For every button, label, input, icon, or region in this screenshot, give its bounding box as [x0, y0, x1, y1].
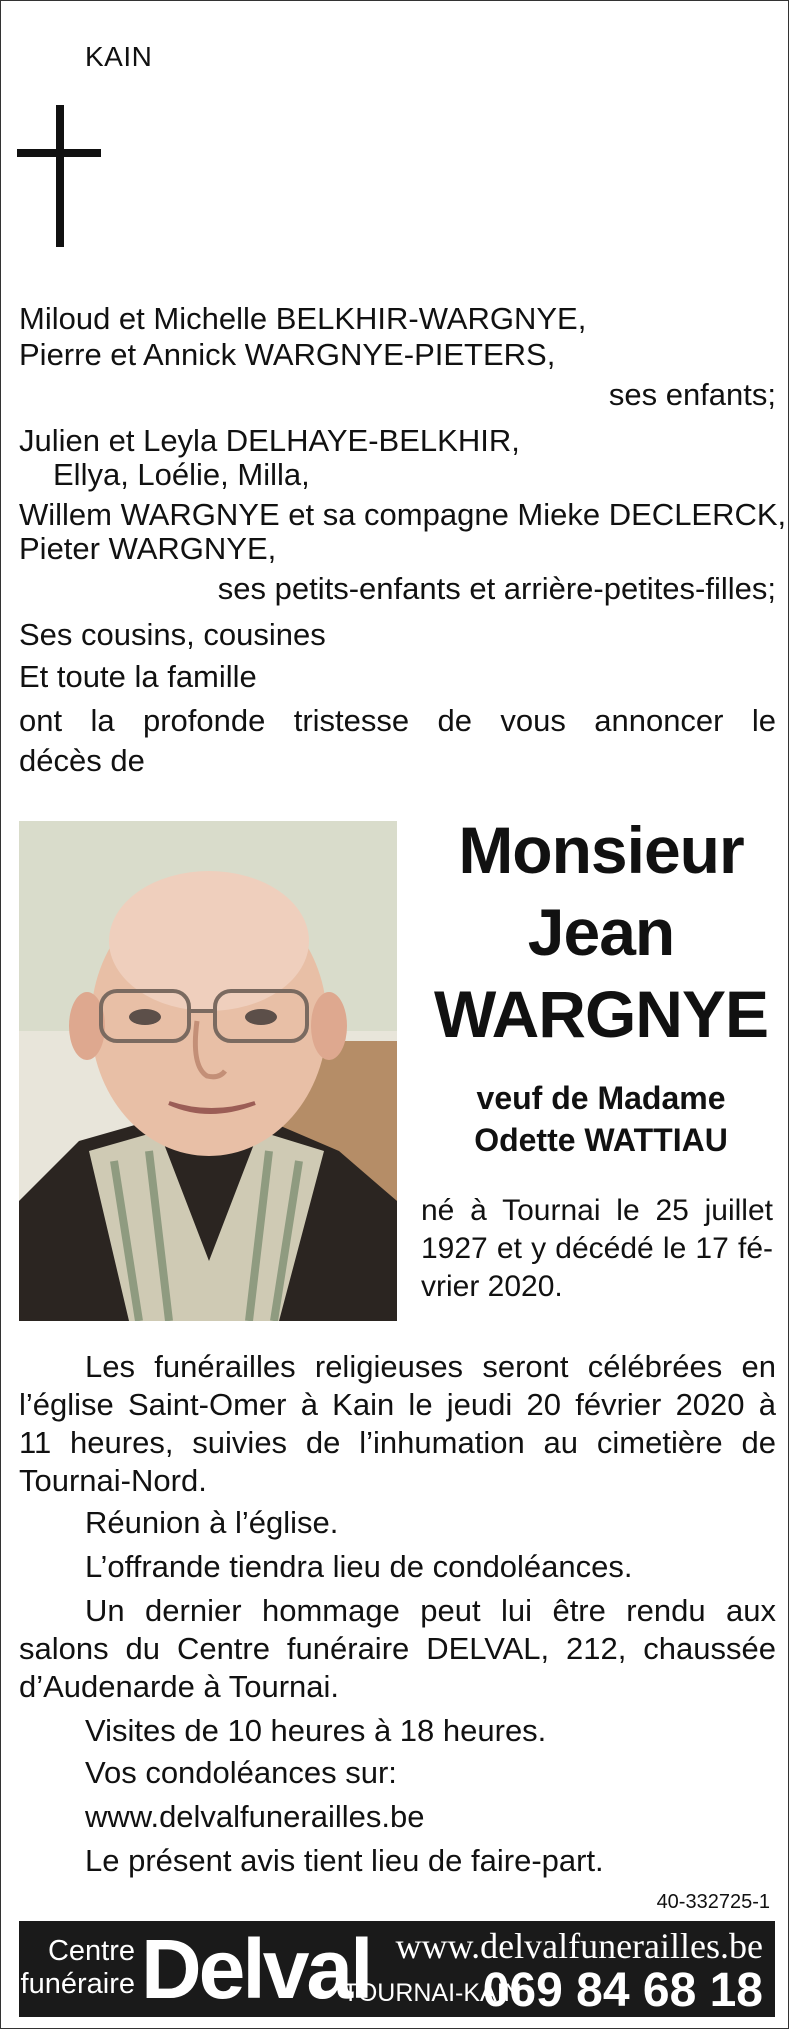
- cross-horizontal-bar: [17, 149, 101, 157]
- birth-line: vrier 2020.: [421, 1270, 563, 1303]
- condolences-line: Vos condoléances sur:: [85, 1755, 397, 1790]
- offering-line: L’offrande tiendra lieu de condoléances.: [85, 1549, 633, 1584]
- spouse-name: Odette WATTIAU: [474, 1122, 728, 1158]
- place-label: KAIN: [85, 41, 153, 72]
- deceased-first-name: Jean: [527, 895, 675, 969]
- funeral-home-banner: [19, 1921, 775, 2017]
- reference-number: 40-332725-1: [656, 1891, 770, 1913]
- banner-city: TOURNAI-KAIN: [343, 1979, 522, 2007]
- family-all-line: Et toute la famille: [19, 659, 257, 694]
- banner-phone[interactable]: 069 84 68 18: [482, 1964, 763, 2017]
- family-line: Pierre et Annick WARGNYE-PIETERS,: [19, 337, 556, 372]
- cross-vertical-bar: [56, 105, 64, 247]
- family-line: Ellya, Loélie, Milla,: [53, 457, 310, 492]
- deceased-last-name: WARGNYE: [433, 977, 769, 1051]
- visits-line: Visites de 10 heures à 18 heures.: [85, 1713, 547, 1748]
- deceased-title: Monsieur: [458, 813, 744, 887]
- homage-line: Un dernier hommage peut lui être rendu aux: [85, 1593, 776, 1628]
- birth-line: 1927 et y décédé le 17 fé-: [421, 1232, 773, 1265]
- cousins-line: Ses cousins, cousines: [19, 617, 326, 652]
- family-line: Pieter WARGNYE,: [19, 531, 277, 566]
- homage-line: salons du Centre funéraire DELVAL, 212, chaussée: [19, 1631, 776, 1666]
- family-role: ses petits-enfants et arrière-petites-filles;: [217, 571, 776, 606]
- website-link[interactable]: www.delvalfunerailles.be: [85, 1799, 425, 1834]
- family-line: Julien et Leyla DELHAYE-BELKHIR,: [19, 423, 520, 458]
- spouse-line: veuf de Madame: [476, 1080, 726, 1116]
- funeral-line: Tournai-Nord.: [19, 1463, 207, 1498]
- portrait-photo: [19, 821, 397, 1321]
- funeral-line: 11 heures, suivies de l’inhumation au cimetière de: [19, 1425, 776, 1460]
- banner-centre-label: [19, 1935, 135, 2001]
- homage-line: d’Audenarde à Tournai.: [19, 1669, 340, 1704]
- funeral-line: Les funérailles religieuses seront célébrées en: [85, 1349, 776, 1384]
- birth-line: né à Tournai le 25 juillet: [421, 1194, 773, 1227]
- banner-brand: Delval: [141, 1922, 371, 2016]
- funeral-line: l’église Saint-Omer à Kain le jeudi 20 février 2020 à: [19, 1387, 776, 1422]
- banner-funeraire-word: funéraire: [20, 1968, 135, 2000]
- family-line: Willem WARGNYE et sa compagne Mieke DECLERCK,: [19, 497, 787, 532]
- family-line: Miloud et Michelle BELKHIR-WARGNYE,: [19, 301, 587, 336]
- announce-line: ont la profonde tristesse de vous annoncer le: [19, 703, 776, 738]
- meeting-line: Réunion à l’église.: [85, 1505, 339, 1540]
- banner-url-link[interactable]: www.delvalfunerailles.be: [395, 1926, 763, 1966]
- banner-centre-word: Centre: [47, 1935, 135, 1967]
- announce-line: décès de: [19, 743, 145, 778]
- notice-note: Le présent avis tient lieu de faire-part.: [85, 1843, 604, 1878]
- family-role: ses enfants;: [608, 377, 776, 412]
- portrait-illustration: [19, 821, 397, 1321]
